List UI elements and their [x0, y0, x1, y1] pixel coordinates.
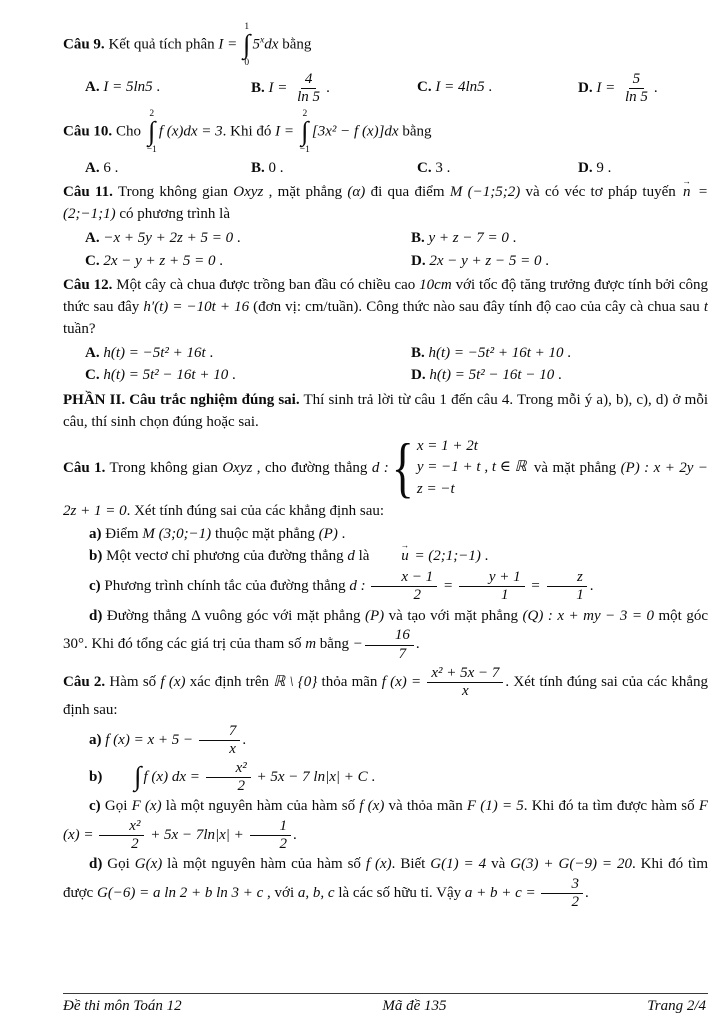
fraction-denominator: ln 5: [297, 88, 321, 105]
math-expression: a, b, c: [297, 885, 335, 902]
fraction: [546, 569, 588, 605]
math-expression: + 5x − 7ln|x| +: [146, 826, 248, 843]
option-A: [85, 343, 405, 365]
math-expression: + 5x − 7 ln|x| + C: [252, 768, 368, 785]
text-run: PHẦN II. Câu trắc nghiệm đúng sai.: [63, 392, 300, 409]
subitem-b: [63, 760, 708, 796]
math-expression: G(3) + G(−9) = 20: [510, 856, 632, 873]
subitem-b: [63, 540, 708, 568]
fraction-numerator: x − 1: [371, 569, 437, 587]
math-expression: F (x) =: [63, 798, 708, 843]
math-expression: 10cm: [419, 277, 452, 294]
math-expression: G(x): [134, 856, 163, 873]
subitem-label: a): [89, 732, 102, 749]
option-label: C.: [85, 367, 100, 384]
fraction: [459, 569, 525, 605]
question-label: Câu 10.: [63, 123, 113, 140]
vector-symbol: [373, 540, 411, 568]
math-expression: I =: [596, 79, 619, 96]
math-expression: (Q) : x + my − 3 = 0: [522, 607, 654, 624]
math-expression: 5: [252, 36, 260, 53]
superscript: x: [259, 34, 265, 46]
math-expression: d :: [371, 459, 389, 476]
math-expression: f (x): [160, 673, 186, 690]
vector-arrow-icon: →: [400, 540, 410, 551]
fraction-denominator: x: [462, 683, 469, 700]
options-row: [85, 228, 708, 273]
text-run: và: [486, 856, 511, 873]
math-expression: =: [439, 578, 457, 595]
option-label: D.: [411, 367, 426, 384]
text-run: .: [563, 344, 571, 361]
vector-arrow-icon: →: [682, 176, 692, 187]
math-expression: = (2;−1;1): [63, 184, 708, 223]
integral-sign-icon: ∫: [148, 116, 156, 147]
system-row: z = −t: [416, 481, 455, 498]
integral-upper-limit: 1: [244, 22, 250, 32]
system-rows: [417, 436, 527, 501]
subitem-label: c): [89, 798, 101, 815]
math-expression: Oxyz: [222, 459, 253, 476]
question-stem: [63, 176, 708, 226]
math-expression: ℝ \ {0}: [273, 673, 318, 690]
option-label: B.: [251, 159, 265, 176]
options-row: [85, 71, 708, 107]
math-expression: (P) : x + 2y − 2z + 1 = 0: [63, 459, 708, 519]
math-expression: 2x − y + z + 5 = 0: [103, 252, 216, 269]
math-expression: a + b + c =: [464, 885, 540, 902]
option-label: B.: [251, 79, 265, 96]
subitem-a: [63, 723, 708, 759]
fraction-numerator: z: [547, 569, 587, 587]
fraction: [250, 818, 292, 854]
integral-lower-limit: −1: [299, 145, 310, 156]
text-run: Một vectơ chỉ phương của đường thẳng: [106, 548, 348, 565]
math-expression: M (3;0;−1): [142, 525, 212, 542]
math-expression: −x + 5y + 2z + 5 = 0: [103, 229, 234, 246]
text-run: Cho: [115, 123, 145, 140]
question-block: [63, 109, 708, 179]
question-label: Câu 12.: [63, 277, 113, 294]
math-expression: I =: [218, 36, 242, 53]
option-C: [85, 365, 405, 387]
text-run: .: [242, 732, 247, 749]
text-run: .: [554, 367, 562, 384]
text-run: .: [508, 229, 517, 246]
text-run: , cho đường thẳng: [252, 459, 372, 476]
text-run: .: [589, 578, 594, 595]
text-run: . Khi đó: [222, 123, 276, 140]
text-run: Hàm số: [109, 673, 161, 690]
option-B: [251, 158, 411, 180]
fraction: [199, 723, 241, 759]
integral: [147, 109, 157, 156]
math-expression: d: [347, 548, 355, 565]
math-expression: Oxyz: [233, 184, 264, 201]
fraction: [206, 760, 251, 796]
text-run: .: [367, 768, 376, 785]
vector-letter: n: [683, 184, 691, 201]
option-label: C.: [85, 252, 100, 269]
text-run: . Khi đó tìm được: [63, 856, 708, 902]
text-run: .: [152, 79, 161, 96]
integral: [108, 761, 142, 792]
question-stem: [63, 665, 708, 722]
page-footer: [63, 993, 708, 1018]
math-expression: (P): [318, 525, 338, 542]
integral-sign-icon: ∫: [243, 29, 251, 60]
text-run: .: [415, 636, 420, 653]
text-run: là: [354, 548, 374, 565]
subitem-label: b): [89, 548, 103, 565]
fraction-denominator: 1: [500, 587, 509, 604]
question-stem: [63, 275, 708, 340]
option-C: [417, 158, 572, 180]
fraction-numerator: x² + 5x − 7: [427, 665, 503, 683]
fraction-denominator: 7: [398, 645, 407, 662]
text-run: . Xét tính đúng sai của các khẳng định sau:: [63, 673, 708, 719]
math-expression: G(1) = 4: [430, 856, 487, 873]
option-label: B.: [411, 229, 425, 246]
option-D: [411, 251, 708, 273]
text-run: . Biết: [391, 856, 431, 873]
subitem-label: a): [89, 525, 102, 542]
subitem-c: [63, 796, 708, 853]
math-expression: = (2;1;−1): [410, 548, 481, 565]
math-expression: h(t) = 5t² − 16t + 10: [103, 367, 229, 384]
text-run: . Khi đó ta tìm được hàm số: [523, 798, 699, 815]
text-run: Điểm: [105, 525, 143, 542]
fraction-denominator: 2: [279, 836, 288, 853]
system-brace-icon: {: [391, 430, 414, 505]
text-run: .: [233, 229, 241, 246]
math-expression: I =: [268, 79, 292, 96]
text-run: .: [215, 252, 223, 269]
math-expression: G(−6) = a ln 2 + b ln 3 + c: [96, 885, 264, 902]
text-run: tuần?: [63, 320, 96, 337]
math-expression: h(t) = 5t² − 16t − 10: [429, 367, 555, 384]
math-expression: h′(t) = −10t + 16: [143, 299, 250, 316]
question-label: Câu 9.: [63, 36, 105, 53]
text-run: Trong không gian: [117, 184, 234, 201]
text-run: Trong không gian: [109, 459, 223, 476]
subitem-d: [63, 854, 708, 911]
footer-exam-title: Đề thi môn Toán 12: [63, 998, 182, 1015]
subitem-label: d): [89, 607, 103, 624]
text-run: và có véc tơ pháp tuyến: [520, 184, 682, 201]
fraction: [427, 665, 503, 701]
text-run: bằng: [316, 636, 353, 653]
text-run: Đường thẳng Δ vuông góc với mặt phẳng: [106, 607, 365, 624]
question-block: [63, 22, 708, 106]
text-run: .: [541, 252, 549, 269]
text-run: Gọi: [107, 856, 135, 873]
question-stem: [63, 430, 708, 523]
option-C: [85, 251, 405, 273]
integral-lower-limit: −1: [146, 145, 157, 156]
option-label: B.: [411, 344, 425, 361]
option-A: [85, 158, 245, 180]
subitem-label: b): [89, 768, 103, 785]
math-expression: y + z − 7 = 0: [428, 229, 509, 246]
text-run: . Xét tính đúng sai của các khẳng định sau:: [126, 502, 385, 519]
option-A: [85, 77, 245, 99]
math-expression: M (−1;5;2): [449, 184, 521, 201]
math-expression: (α): [347, 184, 366, 201]
math-expression: (P): [364, 607, 385, 624]
text-run: , mặt phẳng: [263, 184, 348, 201]
text-run: đi qua điểm: [365, 184, 450, 201]
fraction-denominator: 2: [131, 836, 139, 853]
system-row: x = 1 + 2t: [416, 437, 478, 454]
math-expression: f (x): [359, 798, 385, 815]
fraction: [371, 569, 437, 605]
math-expression: [3x² − f (x)]dx: [311, 123, 399, 140]
math-expression: I = 4ln5: [435, 79, 485, 96]
fraction-denominator: 2: [413, 587, 422, 604]
equation-system: [391, 430, 527, 505]
vector-letter: u: [401, 548, 409, 565]
text-run: .: [293, 826, 297, 843]
question-block: [63, 275, 708, 387]
text-run: và thỏa mãn: [384, 798, 467, 815]
text-run: có phương trình là: [115, 206, 230, 223]
math-expression: F (1) = 5: [466, 798, 524, 815]
option-label: D.: [578, 79, 593, 96]
math-expression: F (x): [131, 798, 162, 815]
integral-upper-limit: 2: [149, 109, 155, 120]
fraction-numerator: 4: [301, 71, 317, 89]
text-run: .: [337, 525, 346, 542]
vector-symbol: [681, 176, 693, 204]
question-label: Câu 1.: [63, 459, 106, 476]
text-run: .: [480, 548, 489, 565]
text-run: 9 .: [596, 159, 612, 176]
text-run: .: [326, 79, 330, 96]
math-expression: m: [305, 636, 317, 653]
math-expression: f (x)dx = 3: [158, 123, 223, 140]
math-expression: 2x − y + z − 5 = 0: [429, 252, 542, 269]
option-D: [411, 365, 708, 387]
option-B: [251, 71, 411, 107]
question-block: [63, 430, 708, 663]
text-run: một góc 30°. Khi đó tổng các giá trị của tham số: [63, 607, 708, 653]
text-run: với tốc độ tăng trưởng được tính bởi công thức sau đây: [63, 277, 708, 316]
text-run: bằng: [398, 123, 432, 140]
text-run: Phương trình chính tắc của đường thẳng: [104, 578, 350, 595]
question-stem: [63, 109, 708, 156]
fraction-numerator: 5: [629, 71, 645, 89]
text-run: (đơn vị: cm/tuần). Công thức nào sau đây tính độ cao của cây cà chua sau: [249, 299, 704, 316]
fraction-numerator: x²: [206, 760, 251, 778]
math-expression: f (x): [365, 856, 392, 873]
text-run: .: [205, 344, 214, 361]
fraction-denominator: ln 5: [624, 88, 648, 105]
math-expression: =: [526, 578, 545, 595]
option-A: [85, 228, 405, 250]
option-label: A.: [85, 344, 100, 361]
text-run: và mặt phẳng: [529, 459, 621, 476]
option-D: [578, 71, 708, 107]
math-expression: t: [703, 299, 708, 316]
text-run: bằng: [278, 36, 312, 53]
fraction-denominator: 2: [237, 777, 245, 794]
text-run: Gọi: [104, 798, 132, 815]
option-label: A.: [85, 79, 100, 96]
fraction: [365, 627, 414, 663]
math-expression: f (x) =: [381, 673, 426, 690]
question-label: Câu 2.: [63, 673, 106, 690]
questions: [63, 20, 708, 989]
footer-exam-code: Mã đề 135: [382, 998, 447, 1015]
fraction-numerator: y + 1: [459, 569, 525, 587]
fraction-numerator: 7: [199, 723, 241, 741]
fraction: [621, 71, 652, 107]
math-expression: h(t) = −5t² + 16t: [103, 344, 206, 361]
options-row: [85, 343, 708, 388]
question-block: [63, 665, 708, 912]
integral-sign-icon: ∫: [134, 761, 142, 792]
option-B: [411, 343, 708, 365]
option-label: A.: [85, 159, 100, 176]
text-run: xác định trên: [185, 673, 274, 690]
fraction-numerator: 3: [541, 876, 583, 894]
text-run: , với: [263, 885, 298, 902]
fraction: [541, 876, 583, 912]
fraction: [293, 71, 324, 107]
math-expression: I = 5ln5: [103, 79, 153, 96]
question-block: [63, 176, 708, 272]
fraction-numerator: 1: [250, 818, 292, 836]
math-expression: f (x) = x + 5 −: [105, 732, 197, 749]
system-row: y = −1 + t , t ∈ ℝ: [416, 459, 527, 476]
math-expression: −: [352, 636, 363, 653]
option-label: D.: [578, 159, 593, 176]
text-run: 6 .: [103, 159, 119, 176]
text-run: Thí sinh trả lời từ câu 1 đến câu 4. Trong mỗi ý a), b), c), d) ở mỗi câu, thí sinh chọn đúng hoặc sai.: [63, 392, 708, 430]
option-label: A.: [85, 229, 100, 246]
fraction-denominator: 2: [571, 894, 579, 911]
option-label: D.: [411, 252, 426, 269]
integral-lower-limit: 0: [244, 58, 250, 69]
subitem-c: [63, 569, 708, 605]
section-heading: [63, 390, 708, 434]
text-run: .: [584, 885, 589, 902]
subitem-d: [63, 606, 708, 663]
integral: [300, 109, 310, 156]
integral: [243, 22, 250, 69]
text-run: Một cây cà chua được trồng ban đầu có chiều cao: [116, 277, 420, 294]
text-run: Kết quả tích phân: [108, 36, 219, 53]
text-run: .: [484, 79, 493, 96]
fraction: [99, 818, 144, 854]
text-run: thỏa mãn: [317, 673, 382, 690]
options-row: [85, 158, 708, 180]
text-run: và tạo với mặt phẳng: [384, 607, 523, 624]
integral-upper-limit: 2: [302, 109, 308, 120]
fraction-denominator: 1: [576, 587, 584, 604]
math-expression: d :: [349, 578, 370, 595]
option-label: C.: [417, 159, 432, 176]
fraction-numerator: x²: [99, 818, 144, 836]
question-stem: [63, 22, 708, 69]
math-expression: h(t) = −5t² + 16t + 10: [428, 344, 564, 361]
option-label: C.: [417, 79, 432, 96]
text-run: là các số hữu tỉ. Vậy: [334, 885, 465, 902]
math-expression: f (x) dx =: [143, 768, 204, 785]
option-C: [417, 77, 572, 99]
subitem-label: c): [89, 578, 101, 595]
subitem-label: d): [89, 856, 103, 873]
text-run: .: [228, 367, 236, 384]
integral-sign-icon: ∫: [301, 116, 309, 147]
text-run: 3 .: [435, 159, 451, 176]
text-run: là một nguyên hàm của hàm số: [162, 856, 366, 873]
fraction-denominator: x: [229, 741, 236, 758]
question-label: Câu 11.: [63, 184, 113, 201]
text-run: thuộc mặt phẳng: [211, 525, 319, 542]
text-run: 0 .: [268, 159, 284, 176]
text-run: là một nguyên hàm của hàm số: [161, 798, 360, 815]
text-run: .: [653, 79, 658, 96]
fraction-numerator: 16: [365, 627, 414, 645]
option-B: [411, 228, 708, 250]
math-expression: dx: [264, 36, 279, 53]
footer-page-number: Trang 2/4: [647, 998, 706, 1015]
math-expression: I =: [275, 123, 298, 140]
